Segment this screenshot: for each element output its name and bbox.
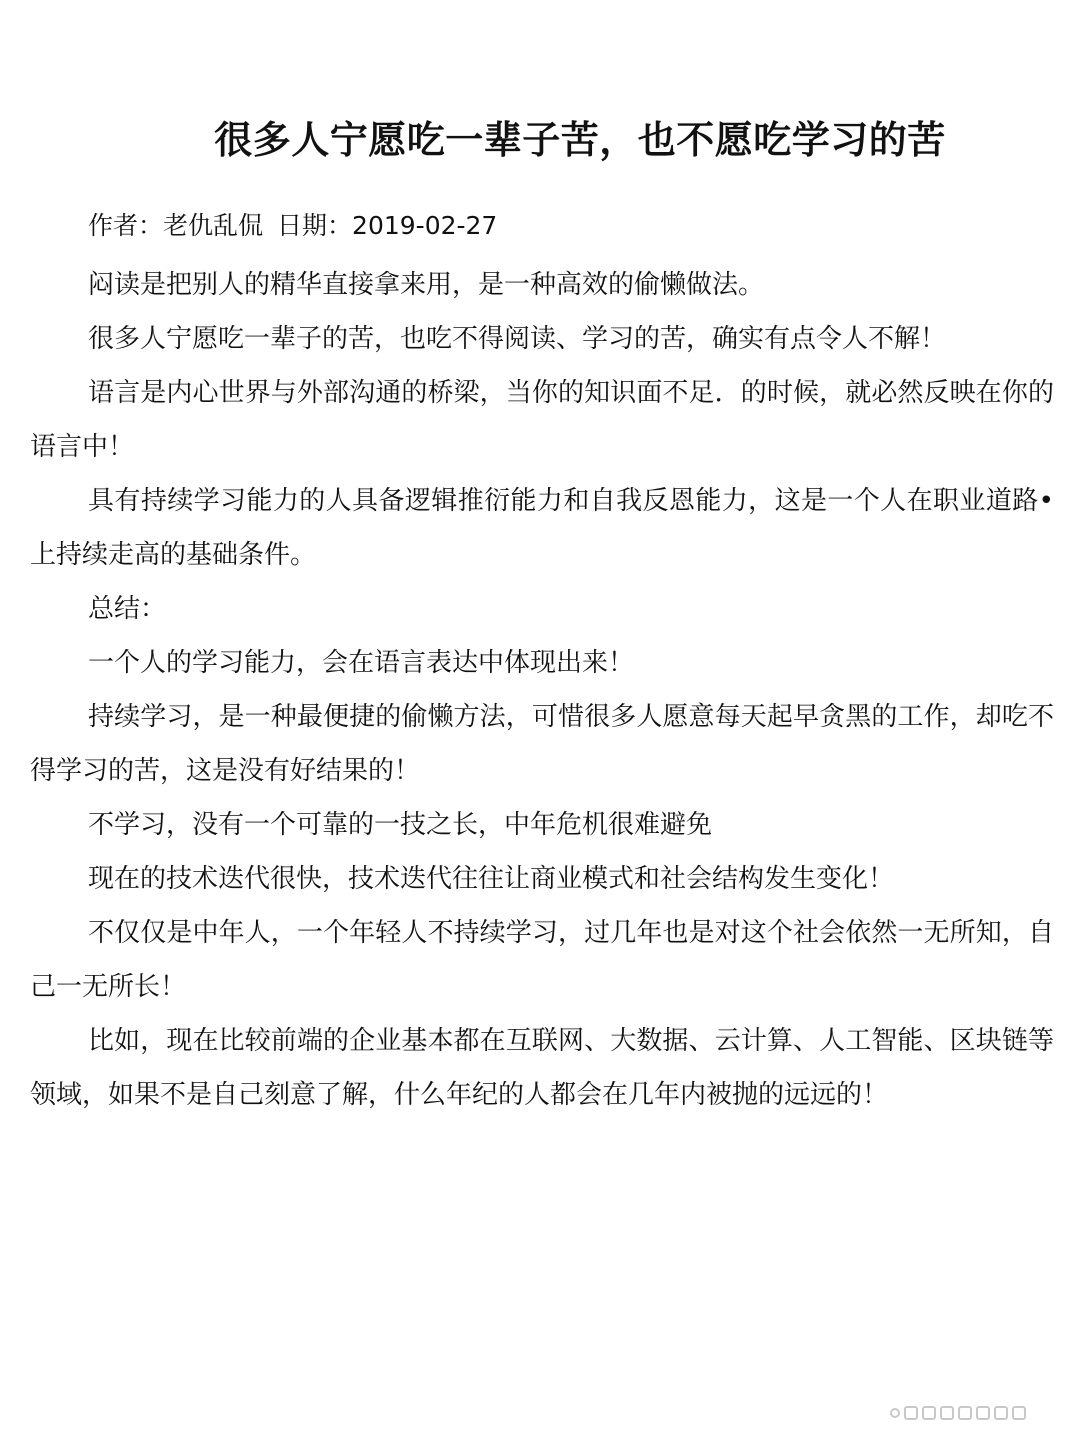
- author-name: 老仇乱侃: [163, 211, 264, 240]
- summary-heading: 总结：: [88, 594, 167, 624]
- watermark-block-icon: [940, 1406, 954, 1420]
- paragraph: 很多人宁愿吃一辈子的苦，也吃不得阅读、学习的苦，确实有点令人不解！: [88, 324, 947, 354]
- paragraph: 具有持续学习能力的人具备逻辑推衍能力和自我反恩能力，这是一个人在职业道路•上持续走高的基础条件。: [30, 486, 1054, 570]
- watermark-block-icon: [958, 1406, 972, 1420]
- watermark-block-icon: [1012, 1406, 1026, 1420]
- watermark-block-icon: [904, 1406, 918, 1420]
- document-meta: [88, 204, 497, 248]
- paragraph: 不仅仅是中年人，一个年轻人不持续学习，过几年也是对这个社会依然一无所知，自己一无所长！: [30, 918, 1054, 1002]
- document-title: 很多人宁愿吃一辈子苦，也不愿吃学习的苦: [214, 118, 946, 162]
- paragraph: 语言是内心世界与外部沟通的桥梁，当你的知识面不足．的时候，就必然反映在你的语言中！: [30, 378, 1054, 462]
- paragraph: 现在的技术迭代很快，技术迭代往往让商业模式和社会结构发生变化！: [88, 864, 895, 894]
- watermark-block-icon: [994, 1406, 1008, 1420]
- paragraph: 闷读是把别人的精华直接拿来用，是一种高效的偷懒做法。: [88, 270, 765, 300]
- weibo-watermark-icon: [890, 1398, 1050, 1428]
- paragraph: 不学习，没有一个可靠的一技之长，中年危机很难避免: [88, 810, 713, 840]
- author-label: 作者：: [88, 211, 164, 240]
- paragraph: 一个人的学习能力，会在语言表达中体现出来！: [88, 648, 635, 678]
- paragraph: 比如，现在比较前端的企业基本都在互联网、大数据、云计算、人工智能、区块链等领域，如果不是自己刻意了解，什么年纪的人都会在几年内被抛的远远的！: [30, 1026, 1054, 1110]
- watermark-block-icon: [976, 1406, 990, 1420]
- date-label: 日期：: [277, 211, 353, 240]
- document-body: [30, 258, 1054, 1122]
- watermark-block-icon: [922, 1406, 936, 1420]
- watermark-dot-icon: [890, 1408, 900, 1418]
- paragraph: 持续学习，是一种最便捷的偷懒方法，可惜很多人愿意每天起早贪黑的工作，却吃不得学习的苦，这是没有好结果的！: [30, 702, 1054, 786]
- publish-date: 2019-02-27: [352, 211, 498, 240]
